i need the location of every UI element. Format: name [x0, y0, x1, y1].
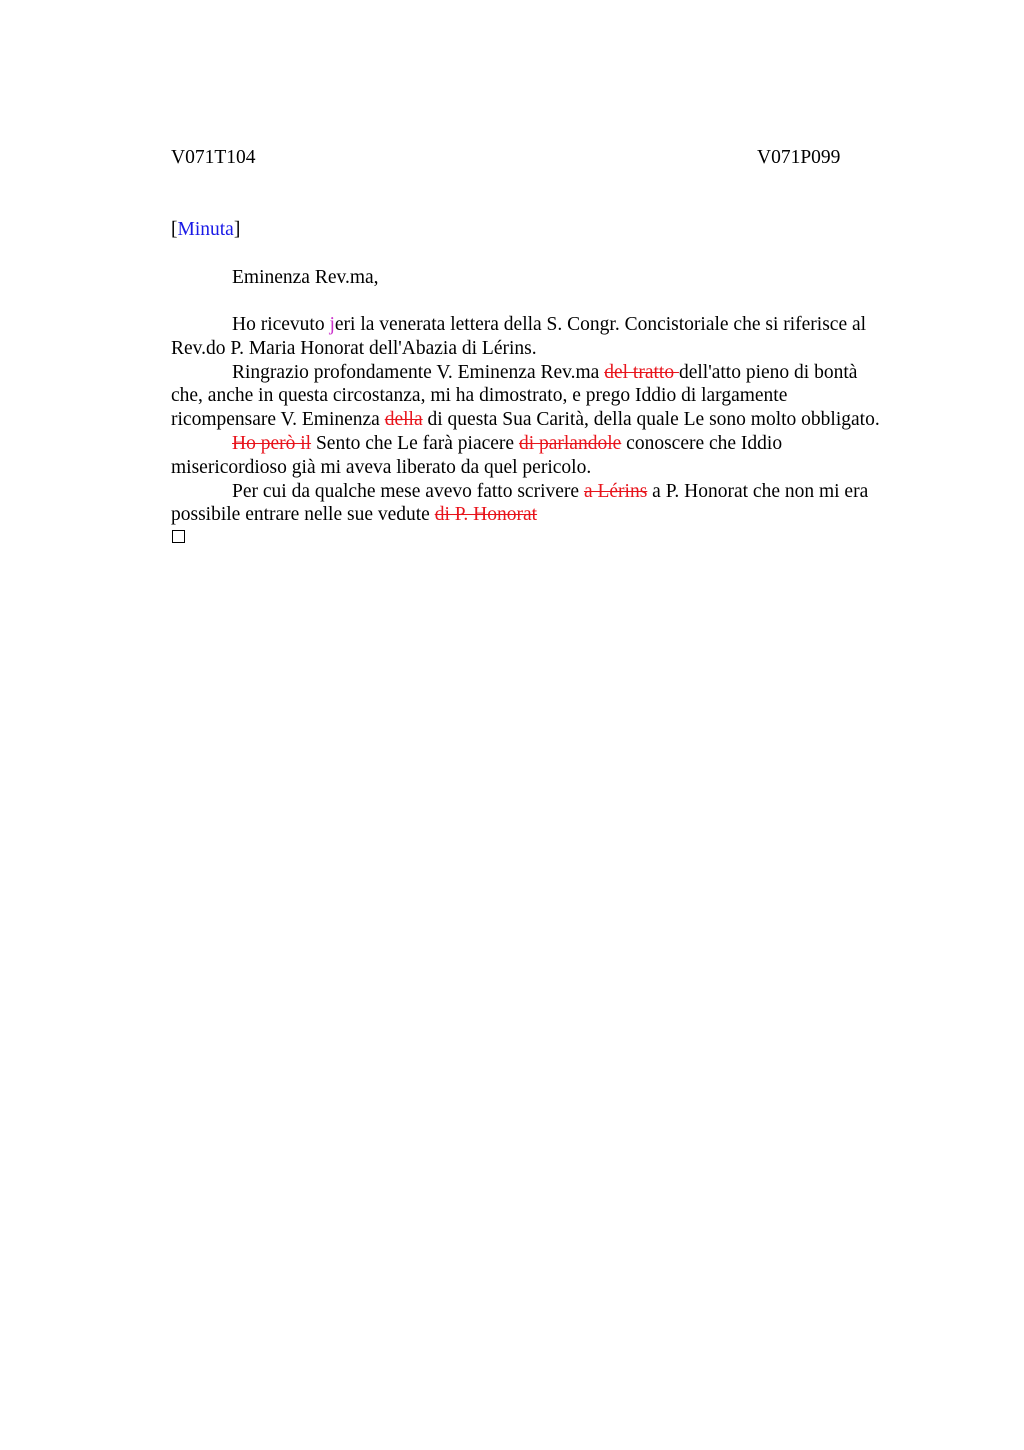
deleted-text: della [384, 409, 423, 431]
document-code-left: V071T104 [171, 147, 256, 168]
text-run: Sento che Le farà piacere [311, 432, 519, 454]
deleted-text: del tratto [604, 361, 679, 383]
deleted-text: a Lérins [583, 480, 648, 502]
paragraph-1-line-2: Rev.do P. Maria Honorat dell'Abazia di Lérins. [171, 337, 537, 359]
text-run: ricompensare V. Eminenza [171, 409, 385, 431]
salutation: Eminenza Rev.ma, [232, 267, 379, 288]
text-run: conoscere che Iddio [621, 432, 783, 454]
text-run: eri la venerata lettera della S. Congr. Concistoriale che si riferisce al [334, 314, 867, 335]
paragraph-1-line-1 [171, 313, 931, 337]
text-run: a P. Honorat che non mi era [647, 480, 869, 502]
text-run: possibile entrare nelle sue vedute [171, 504, 435, 526]
text-run: Ho ricevuto [232, 314, 330, 335]
text-run: di questa Sua Carità, della quale Le sono molto obbligato. [422, 409, 880, 431]
document-code-right: V071P099 [757, 147, 841, 168]
paragraph-3-line-1 [171, 432, 931, 456]
open-bracket: [ [171, 219, 178, 240]
paragraph-4-line-1 [171, 480, 931, 504]
text-run: dell'atto pieno di bontà [678, 361, 858, 383]
paragraph-2-line-3 [171, 408, 931, 432]
deleted-text: Ho però il [232, 432, 312, 454]
paragraph-2-line-2: che, anche in questa circostanza, mi ha dimostrato, e prego Iddio di largamente [171, 385, 788, 407]
deleted-text: di P. Honorat [434, 504, 538, 526]
letter-body [171, 313, 931, 527]
text-run: Per cui da qualche mese avevo fatto scrivere [232, 480, 584, 502]
paragraph-3-line-2: misericordioso già mi aveva liberato da quel pericolo. [171, 456, 592, 478]
close-bracket: ] [233, 219, 241, 240]
paragraph-4-line-2 [171, 503, 931, 527]
paragraph-2-line-1 [171, 361, 931, 385]
minuta-label [171, 218, 240, 242]
inserted-letter: j [329, 314, 335, 335]
deleted-text: di parlandole [518, 432, 622, 454]
minuta-text: Minuta [177, 219, 234, 240]
text-run: Ringrazio profondamente V. Eminenza Rev.ma [232, 361, 605, 383]
empty-square-icon [172, 530, 185, 543]
